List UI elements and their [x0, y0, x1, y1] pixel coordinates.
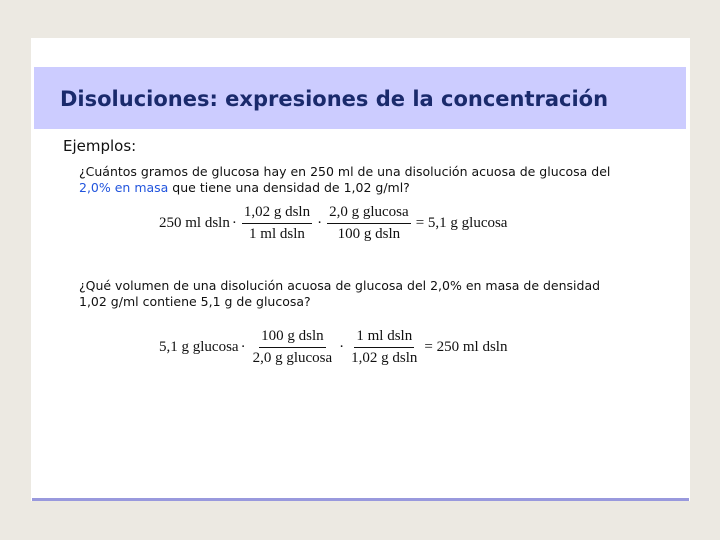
title-bar: [34, 67, 686, 129]
question-2-line-1: ¿Qué volumen de una disolución acuosa de glucosa del 2,0% en masa de densidad: [79, 278, 601, 293]
equation-1-dot-2: ·: [317, 215, 323, 231]
fraction-numerator: 100 g dsln: [259, 328, 326, 348]
equation-1-dot-1: ·: [231, 215, 237, 231]
question-2-line-2: 1,02 g/ml contiene 5,1 g de glucosa?: [79, 294, 311, 309]
equation-1-result: = 5,1 g glucosa: [415, 215, 508, 231]
question-1-line-2-rest: que tiene una densidad de 1,02 g/ml?: [168, 180, 410, 195]
slide-title: Disoluciones: expresiones de la concentración: [60, 87, 609, 111]
examples-label: Ejemplos:: [63, 137, 137, 155]
question-1: [79, 164, 689, 196]
question-1-highlight: 2,0% en masa: [79, 180, 169, 195]
equation-2-dot-1: ·: [240, 339, 246, 355]
fraction-denominator: 100 g dsln: [337, 226, 401, 242]
bottom-rule: [32, 498, 689, 501]
question-2: [79, 278, 689, 310]
equation-1-fraction-1: [242, 204, 312, 243]
equation-1-fraction-2: [327, 204, 411, 243]
equation-2: [159, 328, 509, 367]
fraction-denominator: 1,02 g dsln: [351, 350, 418, 366]
equation-2-fraction-1: [251, 328, 335, 367]
slide: [31, 38, 690, 501]
equation-1-lhs: 250 ml dsln: [159, 215, 230, 231]
fraction-denominator: 1 ml dsln: [249, 226, 305, 242]
equation-2-fraction-2: [349, 328, 419, 367]
equation-2-result: = 250 ml dsln: [424, 339, 508, 355]
fraction-numerator: 1 ml dsln: [354, 328, 414, 348]
equation-1: [159, 204, 509, 243]
equation-2-dot-2: ·: [339, 339, 345, 355]
fraction-numerator: 1,02 g dsln: [242, 204, 312, 224]
equation-2-lhs: 5,1 g glucosa: [159, 339, 239, 355]
fraction-denominator: 2,0 g glucosa: [252, 350, 333, 366]
fraction-numerator: 2,0 g glucosa: [327, 204, 411, 224]
question-1-line-1: ¿Cuántos gramos de glucosa hay en 250 ml de una disolución acuosa de glucosa del: [79, 164, 611, 179]
question-1-line-2: [79, 180, 689, 196]
